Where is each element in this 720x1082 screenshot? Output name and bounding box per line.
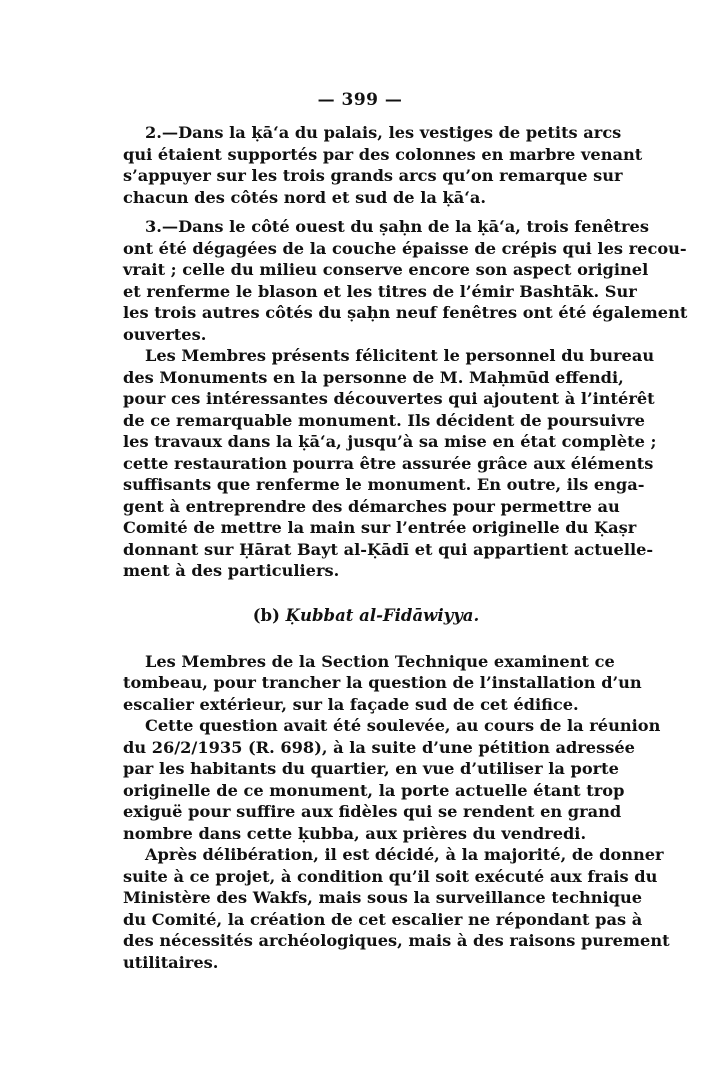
paragraph-decision bbox=[123, 844, 670, 973]
text-line: des nécessités archéologiques, mais à des raisons purement bbox=[123, 931, 670, 950]
section-heading-label: (b) bbox=[252, 605, 280, 625]
text-line: Comité de mettre la main sur l’entrée originelle du Ḳaṣr bbox=[123, 518, 637, 537]
text-line: Ministère des Wakfs, mais sous la surveillance technique bbox=[123, 888, 643, 907]
paragraph-congratulations bbox=[123, 345, 657, 582]
paragraph-examination bbox=[123, 651, 642, 716]
page-number: — 399 — bbox=[317, 90, 403, 110]
text-line: donnant sur Ḥārat Bayt al-Ḳādī et qui appartient actuelle- bbox=[123, 539, 654, 559]
text-line: par les habitants du quartier, en vue d’utiliser la porte bbox=[123, 759, 619, 778]
text-line: Les Membres de la Section Technique examinent ce bbox=[145, 651, 615, 671]
text-line: de ce remarquable monument. Ils décident de poursuivre bbox=[123, 410, 645, 430]
text-column bbox=[123, 122, 688, 973]
paragraph-item-2 bbox=[123, 122, 643, 208]
paragraph-question bbox=[123, 715, 661, 844]
section-heading-title: Ḳubbat al-Fidāwiyya. bbox=[285, 605, 480, 625]
text-line: ment à des particuliers. bbox=[123, 561, 340, 580]
text-line: vrait ; celle du milieu conserve encore son aspect originel bbox=[123, 260, 649, 279]
text-line: s’appuyer sur les trois grands arcs qu’on remarque sur bbox=[123, 166, 623, 185]
text-line: ouvertes. bbox=[123, 324, 207, 344]
text-line: 2.—Dans la ḳā‘a du palais, les vestiges de petits arcs bbox=[145, 123, 622, 142]
text-line: tombeau, pour trancher la question de l’installation d’un bbox=[123, 673, 642, 692]
text-line: Cette question avait été soulevée, au cours de la réunion bbox=[145, 716, 661, 735]
text-line: les trois autres côtés du ṣaḥn neuf fenêtres ont été également bbox=[123, 303, 688, 322]
text-line: ont été dégagées de la couche épaisse de crépis qui les recou- bbox=[123, 238, 687, 258]
text-line: cette restauration pourra être assurée grâce aux éléments bbox=[123, 453, 654, 473]
text-line: gent à entreprendre des démarches pour permettre au bbox=[123, 496, 620, 516]
section-heading bbox=[123, 606, 609, 625]
text-line: exiguë pour suffire aux fidèles qui se rendent en grand bbox=[123, 802, 622, 821]
text-line: utilitaires. bbox=[123, 952, 219, 972]
text-line: 3.—Dans le côté ouest du ṣaḥn de la ḳā‘a, trois fenêtres bbox=[145, 217, 649, 236]
paragraph-item-3 bbox=[123, 216, 688, 345]
text-line: chacun des côtés nord et sud de la ḳā‘a. bbox=[123, 187, 486, 207]
text-line: qui étaient supportés par des colonnes en marbre venant bbox=[123, 144, 643, 164]
text-line: du Comité, la création de cet escalier ne répondant pas à bbox=[123, 909, 643, 929]
text-line: suite à ce projet, à condition qu’il soit exécuté aux frais du bbox=[123, 866, 658, 886]
text-line: du 26/2/1935 (R. 698), à la suite d’une pétition adressée bbox=[123, 737, 635, 757]
text-line: nombre dans cette ḳubba, aux prières du vendredi. bbox=[123, 823, 587, 843]
text-line: escalier extérieur, sur la façade sud de cet édifice. bbox=[123, 694, 579, 714]
text-line: originelle de ce monument, la porte actuelle étant trop bbox=[123, 780, 625, 800]
text-line: suffisants que renferme le monument. En outre, ils enga- bbox=[123, 475, 645, 494]
text-line: Les Membres présents félicitent le personnel du bureau bbox=[145, 346, 655, 365]
text-line: et renferme le blason et les titres de l’émir Bashtāk. Sur bbox=[123, 281, 637, 301]
text-line: Après délibération, il est décidé, à la majorité, de donner bbox=[145, 845, 664, 864]
text-line: les travaux dans la ḳā‘a, jusqu’à sa mise en état complète ; bbox=[123, 432, 657, 451]
text-line: des Monuments en la personne de M. Maḥmūd effendi, bbox=[123, 367, 624, 387]
text-line: pour ces intéressantes découvertes qui ajoutent à l’intérêt bbox=[123, 389, 655, 408]
